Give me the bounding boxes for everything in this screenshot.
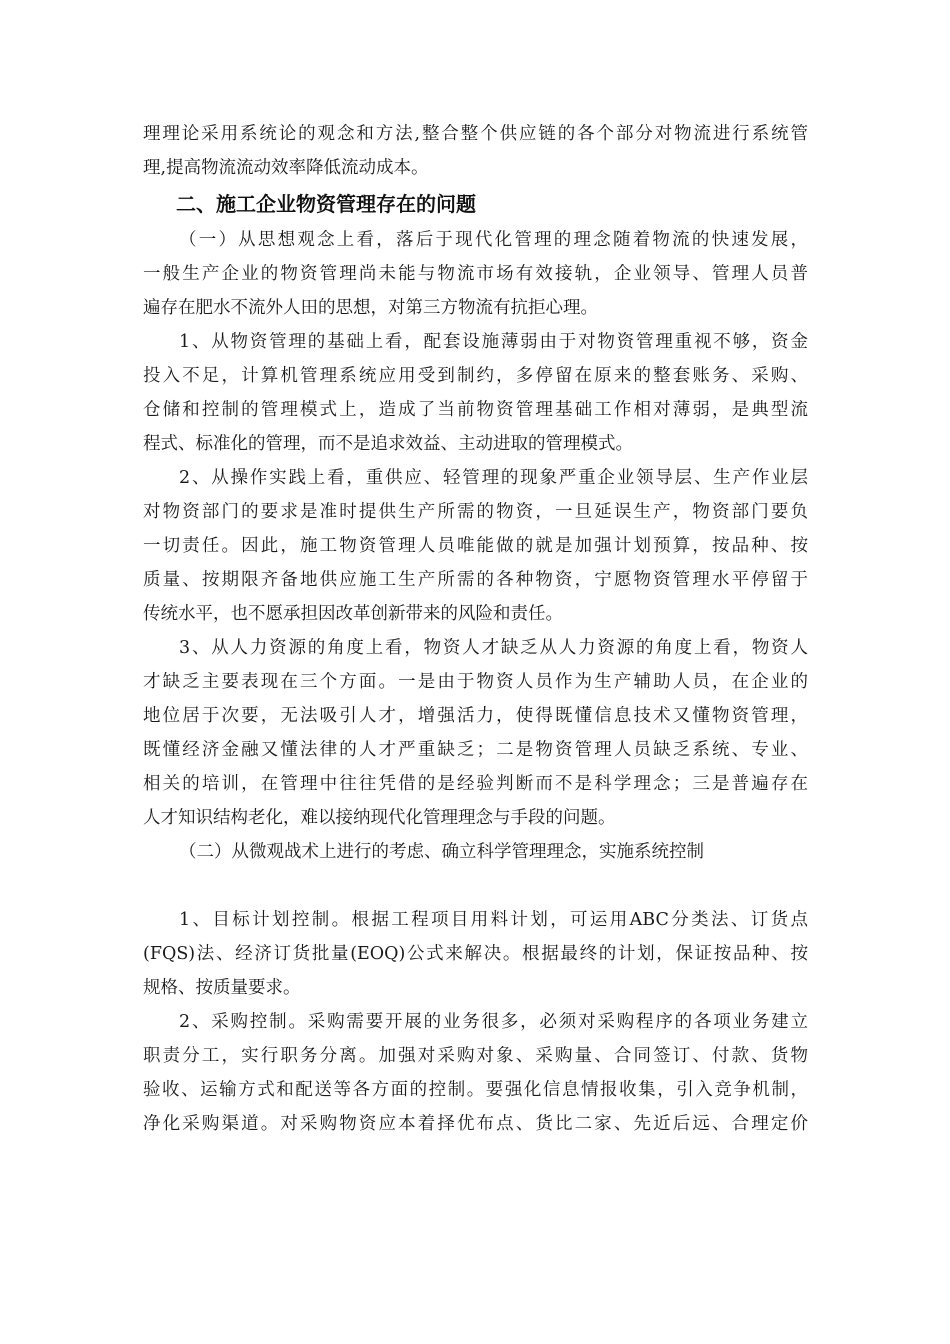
document-page [143, 117, 808, 1141]
subsection-2-heading: （二）从微观战术上进行的考虑、确立科学管理理念，实施系统控制 [179, 842, 704, 862]
text-line: 2、从操作实践上看，重供应、轻管理的现象严重企业领导层、生产作业层 [179, 468, 808, 488]
text-line: 1、目标计划控制。根据工程项目用料计划，可运用ABC分类法、订货点 [179, 910, 808, 930]
text-line: 2、采购控制。采购需要开展的业务很多，必须对采购程序的各项业务建立 [179, 1012, 808, 1032]
section-heading: 二、施工企业物资管理存在的问题 [176, 192, 476, 216]
intro-paragraph [143, 117, 808, 185]
text-line: 理理论采用系统论的观念和方法,整合整个供应链的各个部分对物流进行系统管 [143, 124, 808, 144]
text-line: 一般生产企业的物资管理尚未能与物流市场有效接轨，企业领导、管理人员普 [143, 264, 808, 284]
text-line: 3、从人力资源的角度上看，物资人才缺乏从人力资源的角度上看，物资人 [179, 638, 808, 658]
text-line: 对物资部门的要求是准时提供生产所需的物资，一旦延误生产，物资部门要负 [143, 502, 808, 522]
paragraph-4 [143, 903, 808, 1005]
text-line: 才缺乏主要表现在三个方面。一是由于物资人员作为生产辅助人员，在企业的 [143, 672, 808, 692]
paragraph-2 [143, 461, 808, 631]
subsection-1-paragraph [143, 223, 808, 325]
text-line: 验收、运输方式和配送等各方面的控制。要强化信息情报收集，引入竞争机制， [143, 1080, 808, 1100]
text-line: 遍存在肥水不流外人田的思想，对第三方物流有抗拒心理。 [143, 298, 598, 318]
paragraph-1 [143, 325, 808, 461]
text-line: 地位居于次要，无法吸引人才，增强活力，使得既懂信息技术又懂物资管理， [143, 706, 808, 726]
text-line: 质量、按期限齐备地供应施工生产所需的各种物资，宁愿物资管理水平停留于 [143, 570, 808, 590]
text-line: 1、从物资管理的基础上看，配套设施薄弱由于对物资管理重视不够，资金 [179, 332, 808, 352]
text-line: (FQS)法、经济订货批量(EOQ)公式来解决。根据最终的计划，保证按品种、按 [143, 944, 808, 964]
text-line: 传统水平，也不愿承担因改革创新带来的风险和责任。 [143, 604, 563, 624]
paragraph-5 [143, 1005, 808, 1141]
text-line: 既懂经济金融又懂法律的人才严重缺乏；二是物资管理人员缺乏系统、专业、 [143, 740, 808, 760]
paragraph-3 [143, 631, 808, 835]
text-line: 理,提高物流流动效率降低流动成本。 [143, 158, 429, 178]
blank-line [143, 869, 808, 903]
text-line: 职责分工，实行职务分离。加强对采购对象、采购量、合同签订、付款、货物 [143, 1046, 808, 1066]
text-line: 仓储和控制的管理模式上，造成了当前物资管理基础工作相对薄弱，是典型流 [143, 400, 808, 420]
text-line: 人才知识结构老化，难以接纳现代化管理理念与手段的问题。 [143, 808, 616, 828]
text-line: 规格、按质量要求。 [143, 978, 301, 998]
text-line: 程式、标准化的管理，而不是追求效益、主动进取的管理模式。 [143, 434, 633, 454]
text-line: 一切责任。因此，施工物资管理人员唯能做的就是加强计划预算，按品种、按 [143, 536, 808, 556]
text-line: 投入不足，计算机管理系统应用受到制约，多停留在原来的整套账务、采购、 [143, 366, 808, 386]
text-line: 净化采购渠道。对采购物资应本着择优布点、货比二家、先近后远、合理定价 [143, 1114, 808, 1134]
text-line: 相关的培训，在管理中往往凭借的是经验判断而不是科学理念；三是普遍存在 [143, 774, 808, 794]
text-line: （一）从思想观念上看，落后于现代化管理的理念随着物流的快速发展， [179, 230, 808, 250]
